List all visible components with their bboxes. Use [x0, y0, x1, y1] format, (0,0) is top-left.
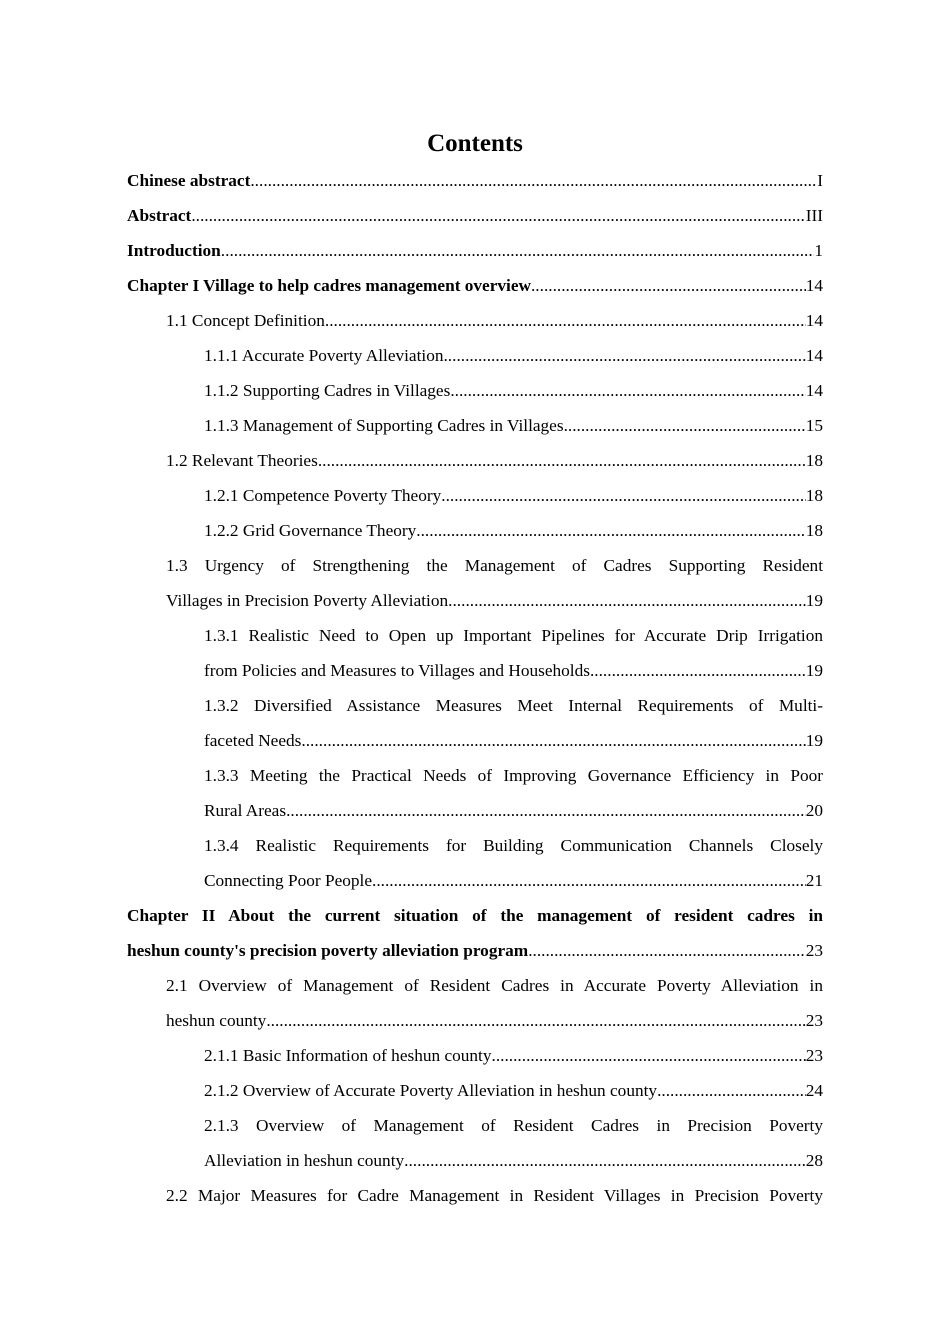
toc-entry[interactable] — [127, 373, 823, 408]
toc-entry-line — [204, 793, 823, 828]
toc-entry-title: Introduction — [127, 241, 221, 260]
toc-page-number: I — [817, 171, 823, 190]
dot-leader — [404, 1143, 806, 1178]
toc-entry-title: Chapter I Village to help cadres management overview — [127, 276, 531, 295]
toc-entry-title: 1.1.1 Accurate Poverty Alleviation — [204, 346, 444, 365]
dot-leader — [325, 303, 806, 338]
dot-leader — [286, 793, 806, 828]
toc-entry[interactable] — [127, 1073, 823, 1108]
toc-entry-text-line: 1.3.3 Meeting the Practical Needs of Improving Governance Efficiency in Poor — [204, 766, 823, 785]
toc-entry[interactable] — [127, 163, 823, 198]
toc-page-number: 18 — [805, 521, 823, 540]
toc-page-number: 19 — [805, 731, 823, 750]
toc-entry[interactable] — [127, 548, 823, 618]
toc-entry-title: Chinese abstract — [127, 171, 251, 190]
dot-leader — [448, 583, 806, 618]
toc-entry-line — [204, 1073, 823, 1108]
dot-leader — [221, 233, 815, 268]
toc-entry-title: Abstract — [127, 206, 192, 225]
toc-entry-title: from Policies and Measures to Villages and Households — [204, 661, 590, 680]
toc-page-number: 23 — [805, 1011, 823, 1030]
toc-entry[interactable] — [127, 513, 823, 548]
dot-leader — [564, 408, 806, 443]
toc-entry-title: 2.2 Major Measures for Cadre Management in Resident Villages in Precision Poverty — [166, 1186, 823, 1205]
toc-entry-line — [204, 513, 823, 548]
toc-entry-title: 1.1.2 Supporting Cadres in Villages — [204, 381, 451, 400]
toc-entry-text-line: 2.1.3 Overview of Management of Resident Cadres in Precision Poverty — [204, 1116, 823, 1135]
dot-leader — [450, 373, 805, 408]
dot-leader — [416, 513, 805, 548]
toc-entry-line — [166, 1003, 823, 1038]
dot-leader — [301, 723, 805, 758]
toc-entry-text-line: 2.1 Overview of Management of Resident Cadres in Accurate Poverty Alleviation in — [166, 976, 823, 995]
dot-leader — [191, 198, 805, 233]
dot-leader — [372, 863, 806, 898]
toc-entry[interactable] — [127, 478, 823, 513]
toc-page-number: 15 — [805, 416, 823, 435]
toc-entry-title: 1.2 Relevant Theories — [166, 451, 318, 470]
toc-entry[interactable] — [127, 408, 823, 443]
toc-entry-line — [204, 863, 823, 898]
toc-entry-line — [166, 1178, 823, 1213]
toc-entry-title: heshun county's precision poverty alleviation program — [127, 941, 529, 960]
toc-entry-line — [204, 1038, 823, 1073]
toc-entry-title: Connecting Poor People — [204, 871, 372, 890]
toc-entry[interactable] — [127, 338, 823, 373]
dot-leader — [531, 268, 806, 303]
toc-entry-line — [166, 443, 823, 478]
toc-entry[interactable] — [127, 198, 823, 233]
dot-leader — [443, 338, 805, 373]
toc-page-number: 14 — [805, 381, 823, 400]
page-title: Contents — [427, 130, 523, 157]
toc-entry-line — [204, 653, 823, 688]
toc-entry-line — [127, 268, 823, 303]
toc-entry[interactable] — [127, 268, 823, 303]
toc-entry-line — [204, 338, 823, 373]
toc-entry-title: Alleviation in heshun county — [204, 1151, 405, 1170]
dot-leader — [528, 933, 806, 968]
toc-entry-line — [127, 198, 823, 233]
toc-entry-line — [127, 233, 823, 268]
dot-leader — [590, 653, 806, 688]
toc-entry[interactable] — [127, 303, 823, 338]
toc-entry-title: 1.2.1 Competence Poverty Theory — [204, 486, 442, 505]
toc-entry-title: 1.1.3 Management of Supporting Cadres in Villages — [204, 416, 564, 435]
toc-page-number: 18 — [805, 451, 823, 470]
toc-entry-title: Villages in Precision Poverty Alleviation — [166, 591, 449, 610]
toc-entry-text-line: 1.3.1 Realistic Need to Open up Important Pipelines for Accurate Drip Irrigation — [204, 626, 823, 645]
toc-entry[interactable] — [127, 443, 823, 478]
toc-entry-line — [204, 478, 823, 513]
dot-leader — [492, 1038, 806, 1073]
toc-entry[interactable] — [127, 758, 823, 828]
toc-page-number: 24 — [805, 1081, 823, 1100]
toc-entry-line — [166, 583, 823, 618]
toc-entry[interactable] — [127, 618, 823, 688]
toc-entry-text-line: Chapter II About the current situation of the management of resident cadres in — [127, 906, 823, 925]
toc-page-number: 14 — [805, 346, 823, 365]
toc-entry-title: Rural Areas — [204, 801, 287, 820]
dot-leader — [318, 443, 806, 478]
toc-entry-title: 2.1.2 Overview of Accurate Poverty Alleviation in heshun county — [204, 1081, 658, 1100]
toc-page-number: 23 — [805, 1046, 823, 1065]
toc-page-number: 19 — [805, 591, 823, 610]
toc-entry[interactable] — [127, 1038, 823, 1073]
toc-entry-text-line: 1.3.2 Diversified Assistance Measures Meet Internal Requirements of Multi- — [204, 696, 823, 715]
toc-entry[interactable] — [127, 1178, 823, 1213]
toc-entry-title: 1.1 Concept Definition — [166, 311, 325, 330]
toc-entry-line — [204, 408, 823, 443]
toc-entry-line — [204, 1143, 823, 1178]
toc-page-number: 14 — [805, 276, 823, 295]
toc-entry[interactable] — [127, 898, 823, 968]
toc-entry[interactable] — [127, 688, 823, 758]
toc-entry-line — [127, 933, 823, 968]
toc-entry-text-line: 1.3.4 Realistic Requirements for Building Communication Channels Closely — [204, 836, 823, 855]
toc-entry[interactable] — [127, 968, 823, 1038]
toc-entry-text-line: 1.3 Urgency of Strengthening the Management of Cadres Supporting Resident — [166, 556, 823, 575]
toc-page-number: 19 — [805, 661, 823, 680]
table-of-contents — [127, 163, 823, 1213]
toc-entry-line — [204, 723, 823, 758]
toc-page-number: 28 — [805, 1151, 823, 1170]
toc-page-number: 1 — [814, 241, 823, 260]
dot-leader — [250, 163, 817, 198]
toc-page-number: III — [805, 206, 823, 225]
dot-leader — [441, 478, 805, 513]
toc-entry-line — [204, 373, 823, 408]
dot-leader — [266, 1003, 805, 1038]
toc-entry-line — [166, 303, 823, 338]
toc-entry-title: heshun county — [166, 1011, 267, 1030]
toc-entry[interactable] — [127, 233, 823, 268]
toc-entry-line — [127, 163, 823, 198]
toc-entry[interactable] — [127, 1108, 823, 1178]
toc-entry[interactable] — [127, 828, 823, 898]
toc-entry-title: 2.1.1 Basic Information of heshun county — [204, 1046, 492, 1065]
toc-entry-title: faceted Needs — [204, 731, 302, 750]
toc-page-number: 14 — [805, 311, 823, 330]
toc-page-number: 18 — [805, 486, 823, 505]
toc-page-number: 21 — [805, 871, 823, 890]
toc-entry-title: 1.2.2 Grid Governance Theory — [204, 521, 417, 540]
toc-page-number: 23 — [805, 941, 823, 960]
toc-page-number: 20 — [805, 801, 823, 820]
dot-leader — [657, 1073, 806, 1108]
